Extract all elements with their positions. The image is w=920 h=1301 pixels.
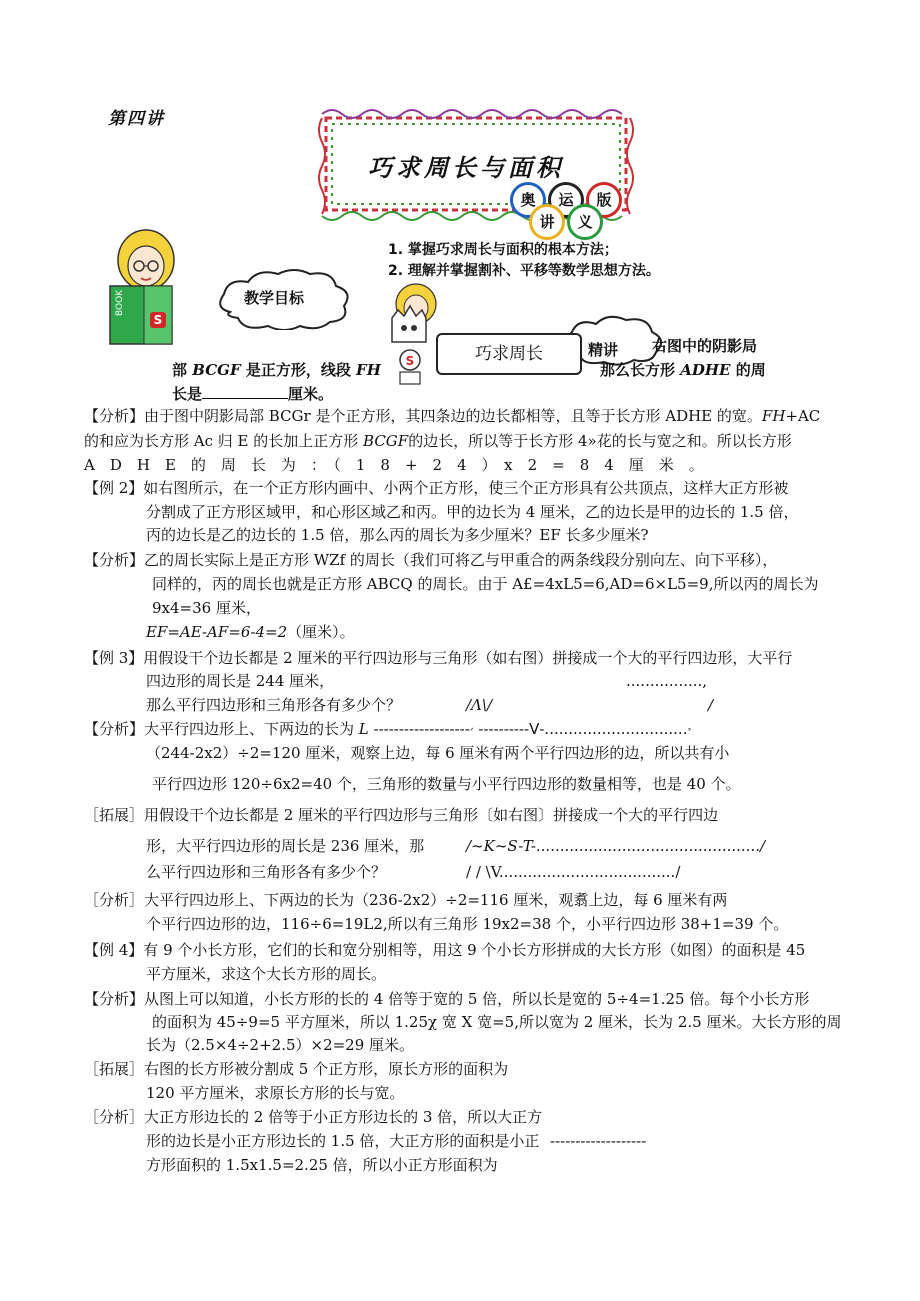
analysis2-line4: EF=AE-AF=6-4=2（厘米）。: [146, 623, 355, 641]
goal-1: 1. 掌握巧求周长与面积的根本方法；: [388, 242, 618, 258]
analysis3-line3: 平行四边形 120÷6x2=40 个，三角形的数量与小平行四边形的数量相等，也是 40 个。: [152, 775, 741, 793]
teacher-girl-illustration: [100, 228, 192, 348]
badge-ring-2: 运: [548, 182, 584, 218]
svg-text:S: S: [405, 354, 415, 368]
analysis6-line2: 形的边长是小正方形边长的 1.5 倍，大正方形的面积是小正: [146, 1132, 540, 1150]
example4-line1: 【例 4】有 9 个小长方形，它们的长和宽分别相等，用这 9 个小长方形拼成的大长方形（如图）的面积是 45: [84, 941, 806, 959]
mascot-illustration: [384, 282, 440, 386]
example3-line1: 【例 3】用假设干个边长都是 2 厘米的平行四边形与三角形（如右图）拼接成一个大的平行四边形，大平行: [84, 649, 793, 667]
extension2-line1: ［拓展］右图的长方形被分割成 5 个正方形，原长方形的面积为: [84, 1060, 509, 1078]
analysis5-line3: 长为（2.5×4÷2+2.5）×2=29 厘米。: [146, 1036, 415, 1054]
teaching-goal-label: 教学目标: [244, 289, 305, 307]
analysis1-line3: A D H E 的 周 长 为 ： （ 1 8 + 2 4 ） x 2 = 8 4 厘 米 。: [84, 456, 704, 474]
figure-dots-1: ................,: [626, 672, 708, 690]
example2-line3: 丙的边长是乙的边长的 1.5 倍，那么丙的周长为多少厘米？EF 长多少厘米?: [146, 526, 649, 544]
analysis1-line2: 的和应为长方形 Ac 归 E 的长加上正方形 BCGF的边长，所以等于长方形 4»花的长与宽之和。所以长方形: [84, 432, 792, 450]
book-label: BOOK: [115, 289, 125, 316]
figure-shapes-1: /Λ\/: [466, 696, 492, 714]
figure-shapes-2: /~K~S-T-.............................................../: [466, 837, 766, 855]
svg-text:S: S: [153, 313, 163, 327]
analysis3-line2: （244-2x2）÷2=120 厘米，观察上边，每 6 厘米有两个平行四边形的边，所以共有小: [146, 744, 730, 762]
badge-ring-5: 义: [567, 204, 603, 240]
example3-line3: 那么平行四边形和三角形各有多少个？: [146, 696, 402, 714]
extension1-line2: 形，大平行四边形的周长是 236 厘米，那: [146, 837, 425, 855]
example2-line2: 分割成了正方形区域甲，和心形区域乙和丙。甲的边长为 4 厘米，乙的边长是甲的边长的 1.5 倍，: [146, 503, 799, 521]
example1-line3: 长是 厘米。: [172, 385, 334, 403]
analysis5-line1: 【分析】从图上可以知道，小长方形的长的 4 倍等于宽的 5 倍，所以长是宽的 5÷4=1.25 倍。每个小长方形: [84, 990, 810, 1008]
answer-blank: [202, 384, 288, 399]
badge-ring-3: 版: [586, 182, 622, 218]
lesson-title: 巧求周长与面积: [368, 153, 564, 182]
example1-line2: 部 BCGF 是正方形，线段 FH: [172, 361, 381, 379]
analysis2-line2: 同样的，丙的周长也就是正方形 ABCQ 的周长。由于 A£=4xL5=6,AD=6×L5=9,所以丙的周长为: [152, 575, 819, 593]
section-title-box: 巧求周长: [436, 333, 582, 375]
analysis6-line1: ［分析］大正方形边长的 2 倍等于小正方形边长的 3 倍，所以大正方: [84, 1108, 543, 1126]
analysis4-line2: 个平行四边形的边，116÷6=19L2,所以有三角形 19x2=38 个，小平行四边形 38+1=39 个。: [146, 915, 789, 933]
figure-shapes-3: / / \V...................................../: [466, 863, 681, 881]
example1-line2-right: 那么长方形 ADHE 的周: [600, 361, 766, 379]
extension1-line1: ［拓展］用假设干个边长都是 2 厘米的平行四边形与三角形〔如右图〕拼接成一个大的平行四边: [84, 806, 719, 824]
extension2-line2: 120 平方厘米，求原长方形的长与宽。: [146, 1084, 405, 1102]
analysis2-line3: 9x4=36 厘米，: [152, 599, 261, 617]
figure-dash-line: -------------------: [550, 1132, 647, 1150]
badge-ring-4: 讲: [529, 204, 565, 240]
example4-line2: 平方厘米，求这个大长方形的周长。: [146, 965, 387, 983]
analysis2-line1: 【分析】乙的周长实际上是正方形 WZf 的周长（我们可将乙与甲重合的两条线段分别向左、向下平移），: [84, 551, 778, 569]
analysis3-line1: 【分析】大平行四边形上、下两边的长为 L -------------------ᐟ ----------ᐯ-..............................ᐣ: [84, 720, 692, 738]
analysis5-line2: 的面积为 45÷9=5 平方厘米，所以 1.25χ 宽 X 宽=5,所以宽为 2 厘米，长为 2.5 厘米。大长方形的周: [152, 1013, 842, 1031]
badge-ring-1: 奥: [510, 182, 546, 218]
example2-line1: 【例 2】如右图所示，在一个正方形内画中、小两个正方形，使三个正方形具有公共顶点，这样大正方形被: [84, 479, 789, 497]
example1-line1: 右图中的阴影局: [652, 337, 758, 355]
lecture-label: 第四讲: [108, 109, 165, 129]
example3-line2: 四边形的周长是 244 厘米，: [146, 672, 335, 690]
lecture-cloud-label: 精讲: [588, 341, 619, 359]
analysis4-line1: ［分析］大平行四边形上、下两边的长为（236-2x2）÷2=116 厘米，观翥上边，每 6 厘米有两: [84, 891, 728, 909]
figure-slash-1: /: [708, 696, 714, 714]
goal-2: 2. 理解并掌握割补、平移等数学思想方法。: [388, 263, 660, 279]
analysis1-line1: 【分析】由于图中阴影局部 BCGr 是个正方形，其四条边的边长都相等，且等于长方形 ADHE 的宽。FH+AC: [84, 407, 821, 425]
extension1-line3: 么平行四边形和三角形各有多少个？: [146, 863, 387, 881]
analysis6-line3: 方形面积的 1.5x1.5=2.25 倍，所以小正方形面积为: [146, 1156, 498, 1174]
